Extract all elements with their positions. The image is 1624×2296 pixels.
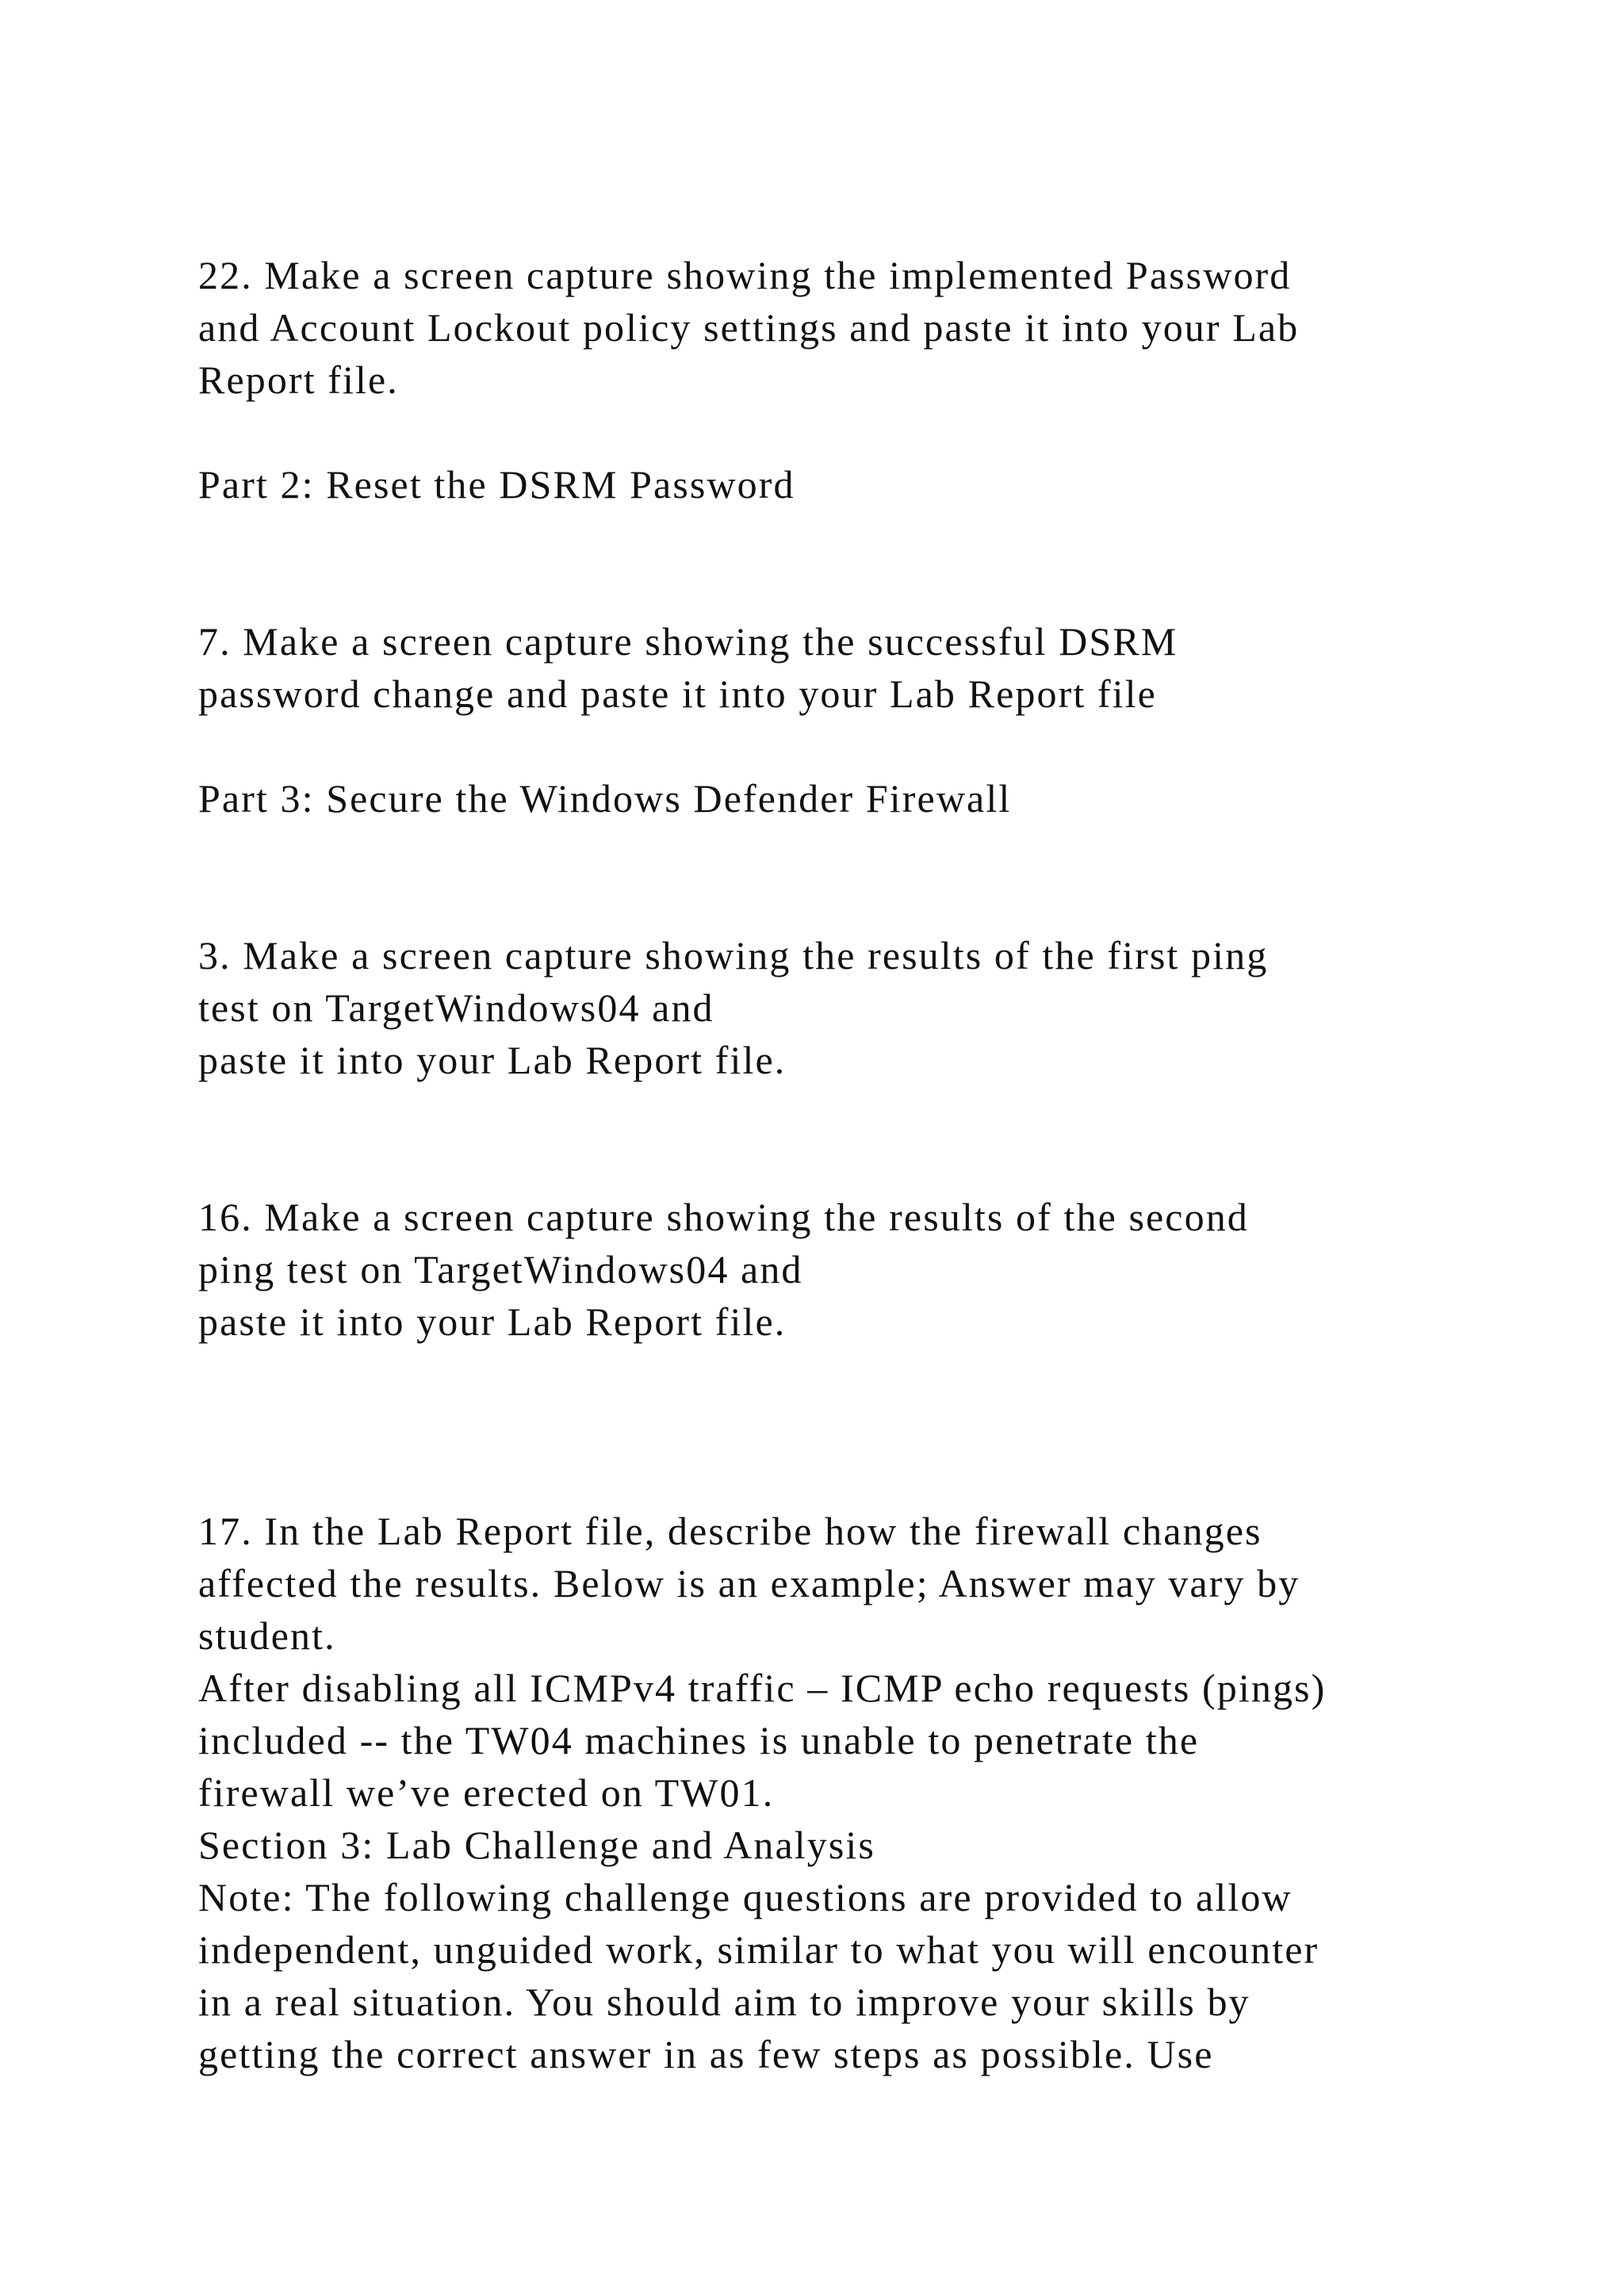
text-line: ping test on TargetWindows04 and [198,1247,803,1292]
text-line: 16. Make a screen capture showing the results of the second [198,1195,1249,1239]
section-heading: Part 3: Secure the Windows Defender Firewall [198,776,1012,821]
text-line: paste it into your Lab Report file. [198,1038,787,1082]
text-line: affected the results. Below is an example; Answer may vary by [198,1561,1300,1605]
text-line: 7. Make a screen capture showing the successful DSRM [198,619,1178,664]
text-line: student. [198,1613,336,1658]
text-line: password change and paste it into your Lab Report file [198,672,1157,716]
text-line: independent, unguided work, similar to what you will encounter [198,1927,1320,1972]
text-line: firewall we’ve erected on TW01. [198,1770,775,1815]
text-line: 22. Make a screen capture showing the implemented Password [198,253,1292,297]
text-line: and Account Lockout policy settings and paste it into your Lab [198,305,1300,350]
text-line: 17. In the Lab Report file, describe how the firewall changes [198,1509,1262,1553]
text-line: getting the correct answer in as few steps as possible. Use [198,2032,1214,2076]
section-heading: Part 2: Reset the DSRM Password [198,462,795,507]
text-line: paste it into your Lab Report file. [198,1299,787,1344]
text-line: After disabling all ICMPv4 traffic – ICMP echo requests (pings) [198,1666,1327,1710]
text-line: included -- the TW04 machines is unable to penetrate the [198,1718,1200,1762]
text-line: in a real situation. You should aim to improve your skills by [198,1980,1251,2024]
text-line: 3. Make a screen capture showing the results of the first ping [198,933,1269,978]
section-heading: Section 3: Lab Challenge and Analysis [198,1823,875,1867]
text-line: test on TargetWindows04 and [198,985,714,1030]
text-line: Note: The following challenge questions are provided to allow [198,1875,1293,1919]
text-line: Report file. [198,358,399,402]
